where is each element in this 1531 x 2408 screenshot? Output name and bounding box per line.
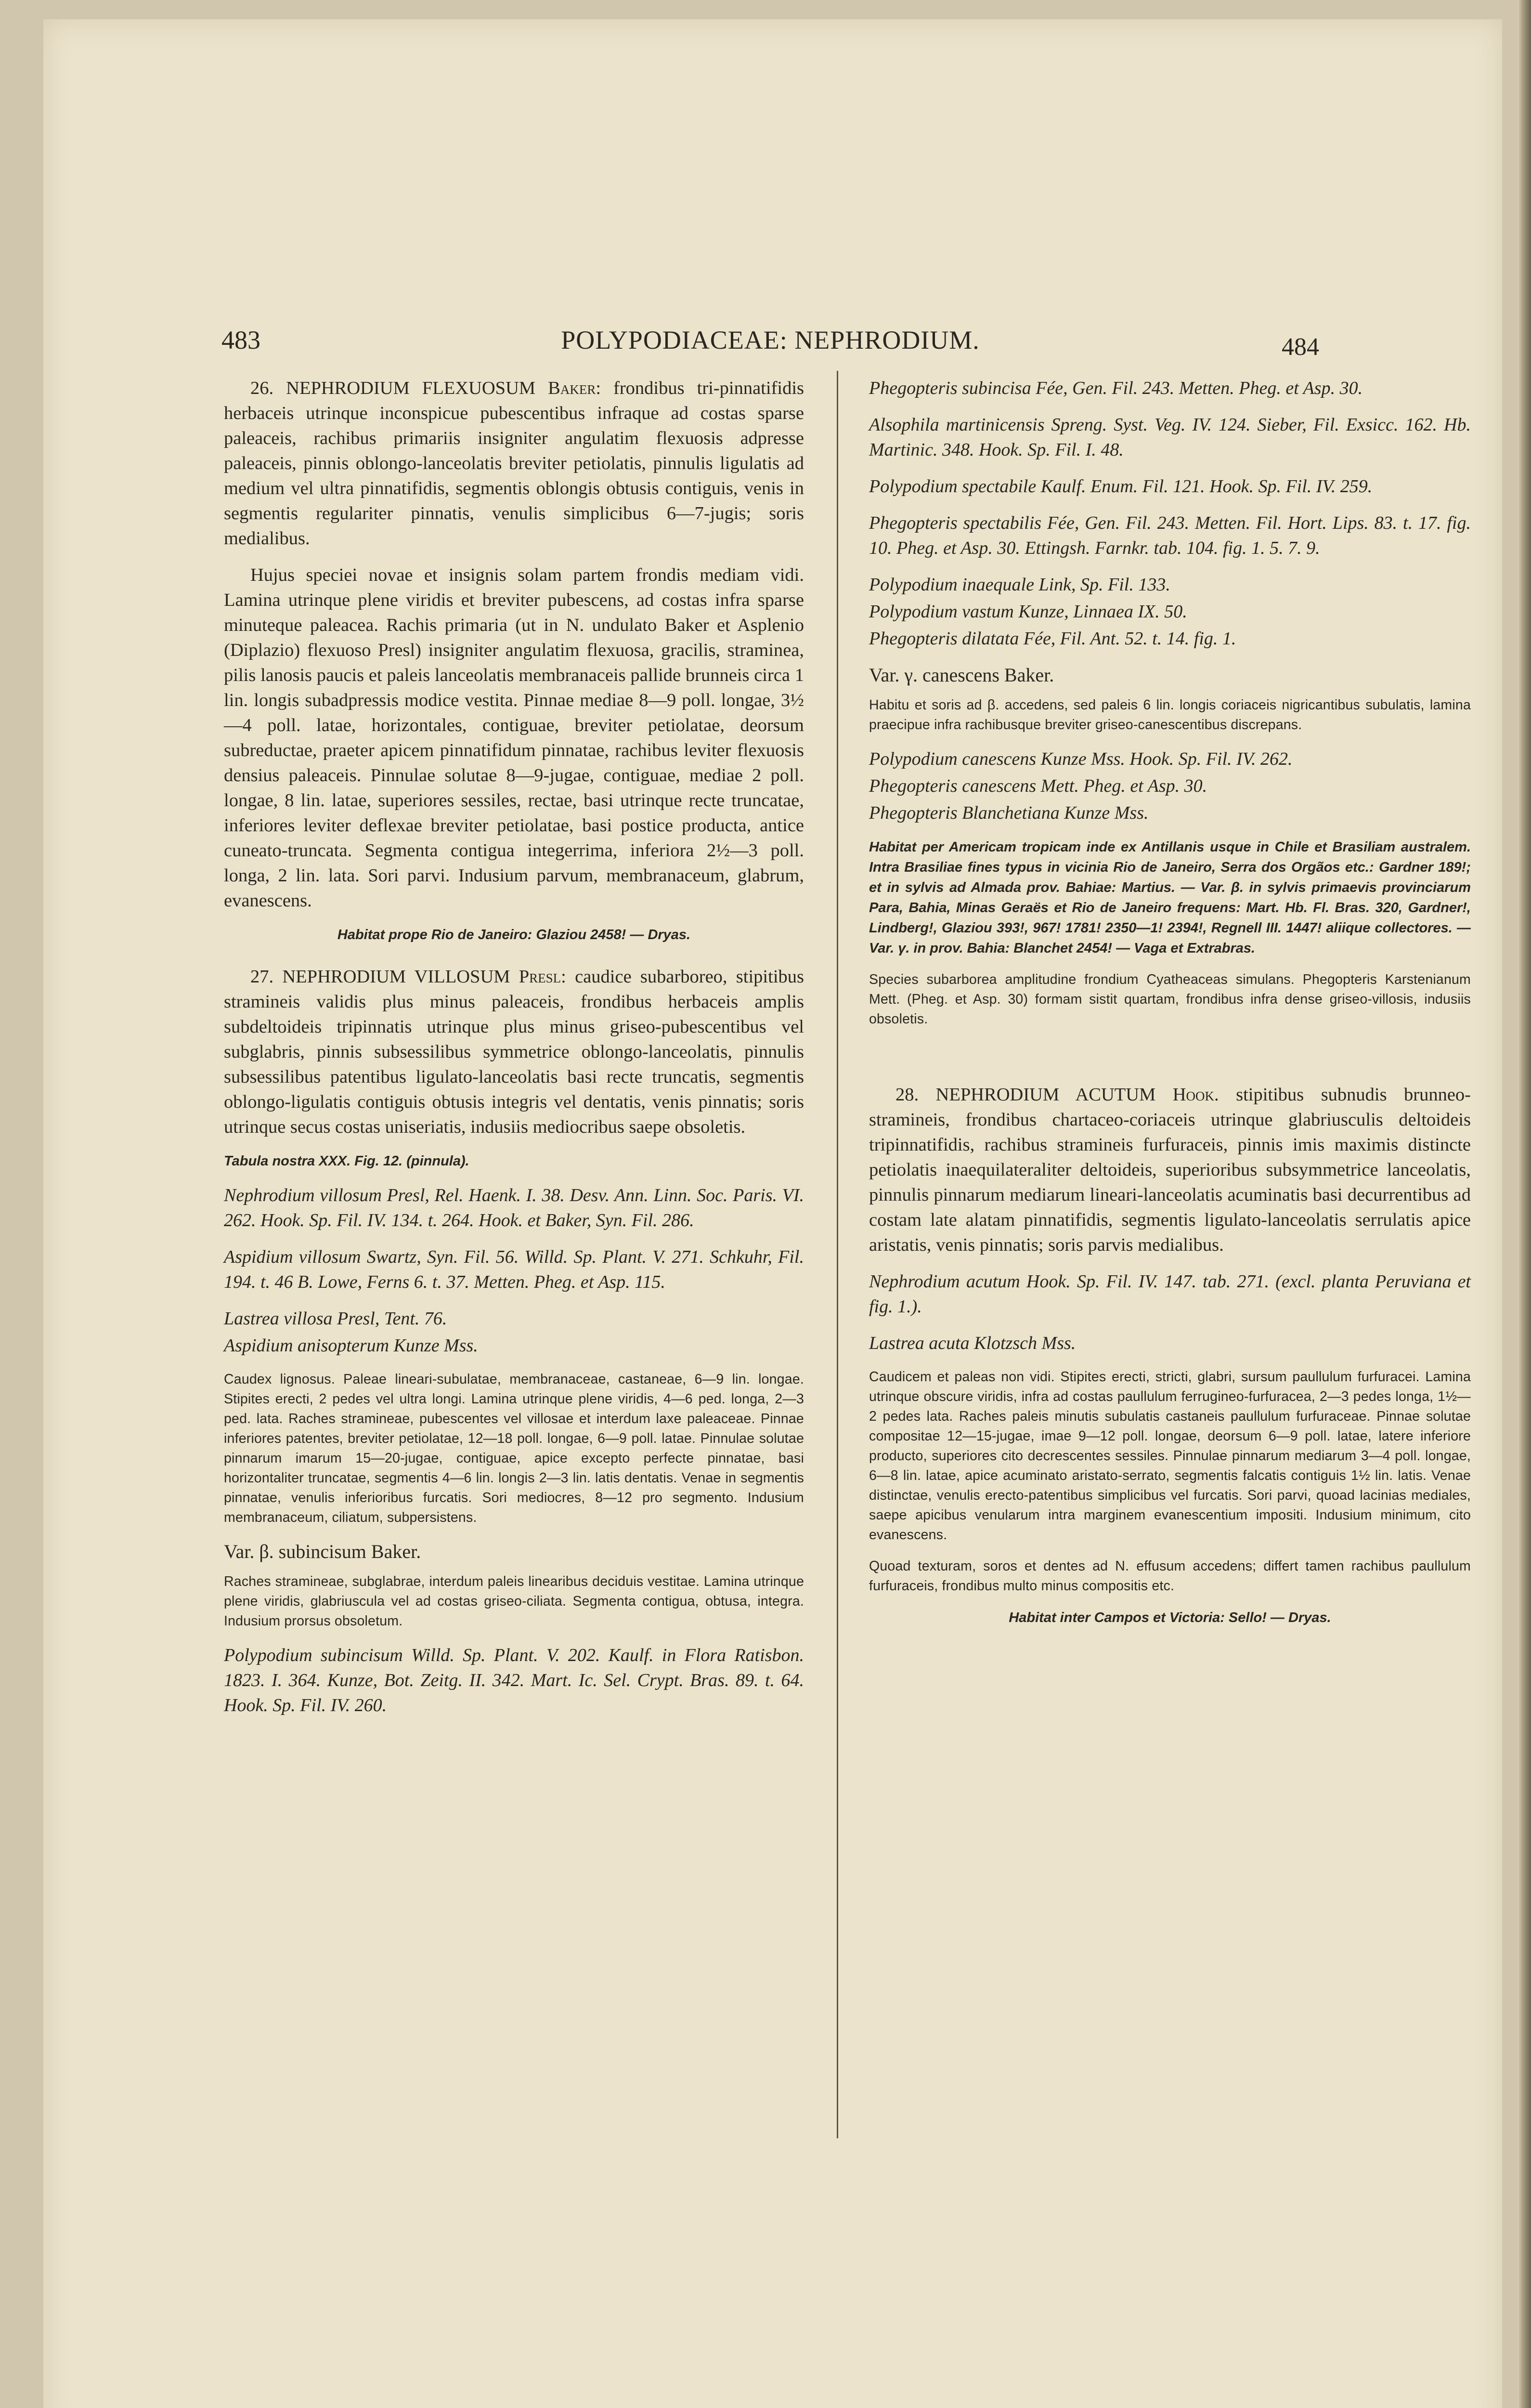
species-27-synonym: Aspidium anisopterum Kunze Mss. bbox=[224, 1335, 478, 1356]
page-number-right: 484 bbox=[1282, 333, 1319, 361]
variety-gamma-synonym: Phegopteris canescens Mett. Pheg. et Asp. 30. bbox=[869, 776, 1207, 796]
variety-gamma-description: Habitu et soris ad β. accedens, sed paleis 6 lin. longis coriaceis nigricantibus subulatis, lamina praecipue infra rachibusque breviter griseo-canescentibus discrepans. bbox=[869, 697, 1471, 733]
species-28-note: Quoad texturam, soros et dentes ad N. effusum accedens; differt tamen rachibus paullulum furfuraceis, frondibus multo minus compositis etc. bbox=[869, 1558, 1471, 1594]
variety-beta-description: Raches stramineae, subglabrae, interdum paleis linearibus deciduis vestitae. Lamina utrinque plene viridis, glabriuscula vel ad costas griseo-ciliata. Segmenta contigua, obtusa, integra. Indusium prorsus obsoletum. bbox=[224, 1574, 804, 1629]
species-27-note: Species subarborea amplitudine frondium Cyatheaceas simulans. Phegopteris Karstenianum Mett. (Pheg. et Asp. 30) formam sistit quartam, frondibus infra dense griseo-villosis, indusiis obsoletis. bbox=[869, 972, 1471, 1027]
species-28-synonym: Lastrea acuta Klotzsch Mss. bbox=[869, 1333, 1076, 1353]
variety-beta-synonym: Polypodium subincisum Willd. Sp. Plant. V. 202. Kaulf. in Flora Ratisbon. 1823. I. 364. Kunze, Bot. Zeitg. II. 342. Mart. Ic. Sel. Crypt. Bras. 89. t. 64. Hook. Sp. Fil. IV. 260. bbox=[224, 1645, 804, 1715]
species-27-habitat: Habitat per Americam tropicam inde ex Antillanis usque in Chile et Brasiliam australem. Intra Brasiliae fines typus in vicinia Rio de Janeiro, Serra dos Orgãos etc.: Gardner 189!; et in sylvis ad Almada prov. Bahiae: Martius. — Var. β. in sylvis primaevis provinciarum Para, Bahia, Minas Geraës et Rio de Janeiro frequens: Mart. Hb. Fl. Bras. 320, Gardner!, Lindberg!, Glaziou 393!, 967! 1781! 2350—1! 2394!, Regnell III. 1447! aliique collectores. — Var. γ. in prov. Bahia: Blanchet 2454! — Vaga et Extrabras. bbox=[869, 839, 1471, 956]
diagnosis-text: stipitibus subnudis brunneo-stramineis, frondibus chartaceo-coriaceis utrinque glabriusculis deltoideis tripinnatifidis, rachibus stramineis furfuraceis, pinnis imis maximis distincte petiolatis inaequilateraliter deltoideis, superioribus subsymmetrice lanceolatis, pinnulis pinnarum mediarum lineari-lanceolatis acuminatis basi decurrentibus ad costam late alatam pinnatifidis, segmentis ligulato-lanceolatis serrulatis apice aristatis, venis pinnatis; soris parvis medialibus. bbox=[869, 1085, 1471, 1255]
species-name: NEPHRODIUM VILLOSUM bbox=[282, 967, 510, 987]
right-column bbox=[869, 376, 1471, 1647]
species-28-habitat: Habitat inter Campos et Victoria: Sello! — Dryas. bbox=[1009, 1610, 1331, 1625]
synonym-entry: Phegopteris spectabilis Fée, Gen. Fil. 243. Metten. Fil. Hort. Lips. 83. t. 17. fig. 10. Pheg. et Asp. 30. Ettingsh. Farnkr. tab. 104. fig. 1. 5. 7. 9. bbox=[869, 513, 1471, 558]
species-author: Presl bbox=[519, 967, 561, 987]
species-27-synonym: Lastrea villosa Presl, Tent. 76. bbox=[224, 1309, 447, 1329]
species-27-description: Caudex lignosus. Paleae lineari-subulatae, membranaceae, castaneae, 6—9 lin. longae. Stipites erecti, 2 pedes vel ultra longi. Lamina utrinque plene viridis, 4—6 ped. longa, 2—3 ped. lata. Raches stramineae, pubescentes vel villosae et interdum laxe paleaceae. Pinnae inferiores patentes, breviter petiolatae, 12—18 poll. longae, 6—9 poll. latae. Pinnulae solutae pinnarum imarum 15—20-jugae, contiguae, apice excepto perfecte pinnatae, basi horizontaliter truncatae, segmentis 4—6 lin. longis 2—3 lin. latis dentatis. Venae in segmentis pinnatae, venulis inferioribus furcatis. Sori mediocres, 8—12 pro segmento. Indusium membranaceum, ciliatum, subpersistens. bbox=[224, 1372, 804, 1525]
synonym-entry: Alsophila martinicensis Spreng. Syst. Veg. IV. 124. Sieber, Fil. Exsicc. 162. Hb. Martinic. 348. Hook. Sp. Fil. I. 48. bbox=[869, 415, 1471, 460]
synonym-entry: Polypodium vastum Kunze, Linnaea IX. 50. bbox=[869, 602, 1187, 622]
species-26-description: Hujus speciei novae et insignis solam partem frondis mediam vidi. Lamina utrinque plene viridis et breviter pubescens, ad costas infra sparse minuteque paleacea. Rachis primaria (ut in N. undulato Baker et Asplenio (Diplazio) flexuoso Presl) insigniter angulatim flexuosa, gracilis, straminea, pilis lanosis paucis et paleis lanceolatis membranaceis pallide brunneis circa 1 lin. longis subadpressis modice vestita. Pinnae mediae 8—9 poll. longae, 3½—4 poll. latae, horizontales, contiguae, breviter petiolatae, deorsum subreductae, praeter apicem pinnatifidum pinnatae, rachibus leviter flexuosis densius paleaceis. Pinnulae solutae 8—9-jugae, contiguae, mediae 2 poll. longae, 8 lin. latae, superiores sessiles, rectae, basi utrinque recte truncatae, inferiores leviter deflexae breviter petiolatae, basi postice producta, antice cuneato-truncata. Segmenta contigua integerrima, inferiora 2½—3 poll. longa, 2 lin. lata. Sori parvi. Indusium parvum, membranaceum, glabrum, evanescens. bbox=[224, 565, 804, 911]
species-author: Hook. bbox=[1172, 1085, 1219, 1105]
species-28-diagnosis bbox=[869, 1082, 1471, 1257]
species-author: Baker bbox=[548, 378, 596, 398]
synonym-entry: Phegopteris dilatata Fée, Fil. Ant. 52. t. 14. fig. 1. bbox=[869, 628, 1236, 649]
species-26-habitat: Habitat prope Rio de Janeiro: Glaziou 2458! — Dryas. bbox=[337, 927, 691, 942]
species-27-diagnosis bbox=[224, 964, 804, 1139]
species-28-description: Caudicem et paleas non vidi. Stipites erecti, stricti, glabri, sursum paullulum furfuracei. Lamina utrinque obscure viridis, infra ad costas paullulum ferrugineo-furfuracea, 2—3 pedes longa, 1½—2 pedes lata. Raches paleis minutis subulatis castaneis paullulum furfuraceae. Pinnae solutae compositae 12—15-jugae, imae 9—12 poll. longae, deorsum 6—9 poll. latae, latere inferiore producto, superiores cito decrescentes sessiles. Pinnulae pinnarum mediarum 3—4 poll. longae, 6—8 lin. latae, apice acuminato aristato-serrato, segmentis falcatis contiguis 1½ lin. latis. Venae distinctae, venulis erecto-patentibus simplicibus vel furcatis. Sori parvi, quoad lacinias mediales, saepe apicibus venularum intra marginem evanescentium impositi. Indusium minimum, cito evanescens. bbox=[869, 1369, 1471, 1543]
synonym-entry: Phegopteris subincisa Fée, Gen. Fil. 243. Metten. Pheg. et Asp. 30. bbox=[869, 378, 1363, 398]
variety-beta-heading: Var. β. subincisum Baker. bbox=[224, 1541, 421, 1562]
synonym-entry: Polypodium inaequale Link, Sp. Fil. 133. bbox=[869, 575, 1170, 595]
species-name: NEPHRODIUM ACUTUM bbox=[935, 1085, 1156, 1105]
running-title: POLYPODIACEAE: NEPHRODIUM. bbox=[561, 326, 980, 354]
variety-gamma-synonym: Polypodium canescens Kunze Mss. Hook. Sp. Fil. IV. 262. bbox=[869, 749, 1293, 769]
book-edge bbox=[1518, 0, 1531, 2408]
variety-gamma-heading: Var. γ. canescens Baker. bbox=[869, 664, 1054, 686]
species-28-synonym: Nephrodium acutum Hook. Sp. Fil. IV. 147. tab. 271. (excl. planta Peruviana et fig. 1.). bbox=[869, 1271, 1471, 1317]
variety-gamma-synonym: Phegopteris Blanchetiana Kunze Mss. bbox=[869, 803, 1149, 823]
species-27-plate-reference: Tabula nostra XXX. Fig. 12. (pinnula). bbox=[224, 1153, 469, 1169]
species-27-synonym: Nephrodium villosum Presl, Rel. Haenk. I. 38. Desv. Ann. Linn. Soc. Paris. VI. 262. Hook. Sp. Fil. IV. 134. t. 264. Hook. et Baker, Syn. Fil. 286. bbox=[224, 1185, 804, 1230]
diagnosis-text: : frondibus tri-pinnatifidis herbaceis utrinque inconspicue pubescentibus infraque ad costas sparse paleaceis, rachibus primariis insigniter angulatim flexuosis adpresse paleaceis, pinnis oblongo-lanceolatis breviter petiolatis, pinnulis ligulatis ad medium vel ultra pinnatifidis, segmentis oblongis obtusis contiguis, venis in segmentis regulariter pinnatis, venulis simplicibus 6—7-jugis; soris medialibus. bbox=[224, 378, 804, 549]
synonym-entry: Polypodium spectabile Kaulf. Enum. Fil. 121. Hook. Sp. Fil. IV. 259. bbox=[869, 476, 1373, 497]
species-number: 28. bbox=[895, 1085, 919, 1105]
diagnosis-text: : caudice subarboreo, stipitibus stramineis validis plus minus paleaceis, frondibus herbaceis amplis subdeltoideis tripinnatis utrinque plus minus griseo-pubescentibus vel subglabris, pinnis subsessilibus symmetrice oblongo-lanceolatis, pinnulis subsessilibus patentibus ligulato-lanceolatis basi recte truncatis, segmentis oblongo-ligulatis contiguis obtusis integris vel dentatis, venis pinnatis; soris utrinque secus costas uniseriatis, indusiis mediocribus saepe obsoletis. bbox=[224, 967, 804, 1137]
page-number-left: 483 bbox=[221, 326, 260, 354]
species-number: 26. bbox=[250, 378, 274, 398]
left-column bbox=[224, 376, 804, 1729]
species-26-diagnosis bbox=[224, 376, 804, 551]
species-number: 27. bbox=[250, 967, 274, 987]
species-name: NEPHRODIUM FLEXUOSUM bbox=[286, 378, 536, 398]
species-27-synonym: Aspidium villosum Swartz, Syn. Fil. 56. Willd. Sp. Plant. V. 271. Schkuhr, Fil. 194. t. 46 B. Lowe, Ferns 6. t. 37. Metten. Pheg. et Asp. 115. bbox=[224, 1247, 804, 1292]
page-header bbox=[221, 320, 1319, 364]
column-divider bbox=[837, 371, 838, 2138]
